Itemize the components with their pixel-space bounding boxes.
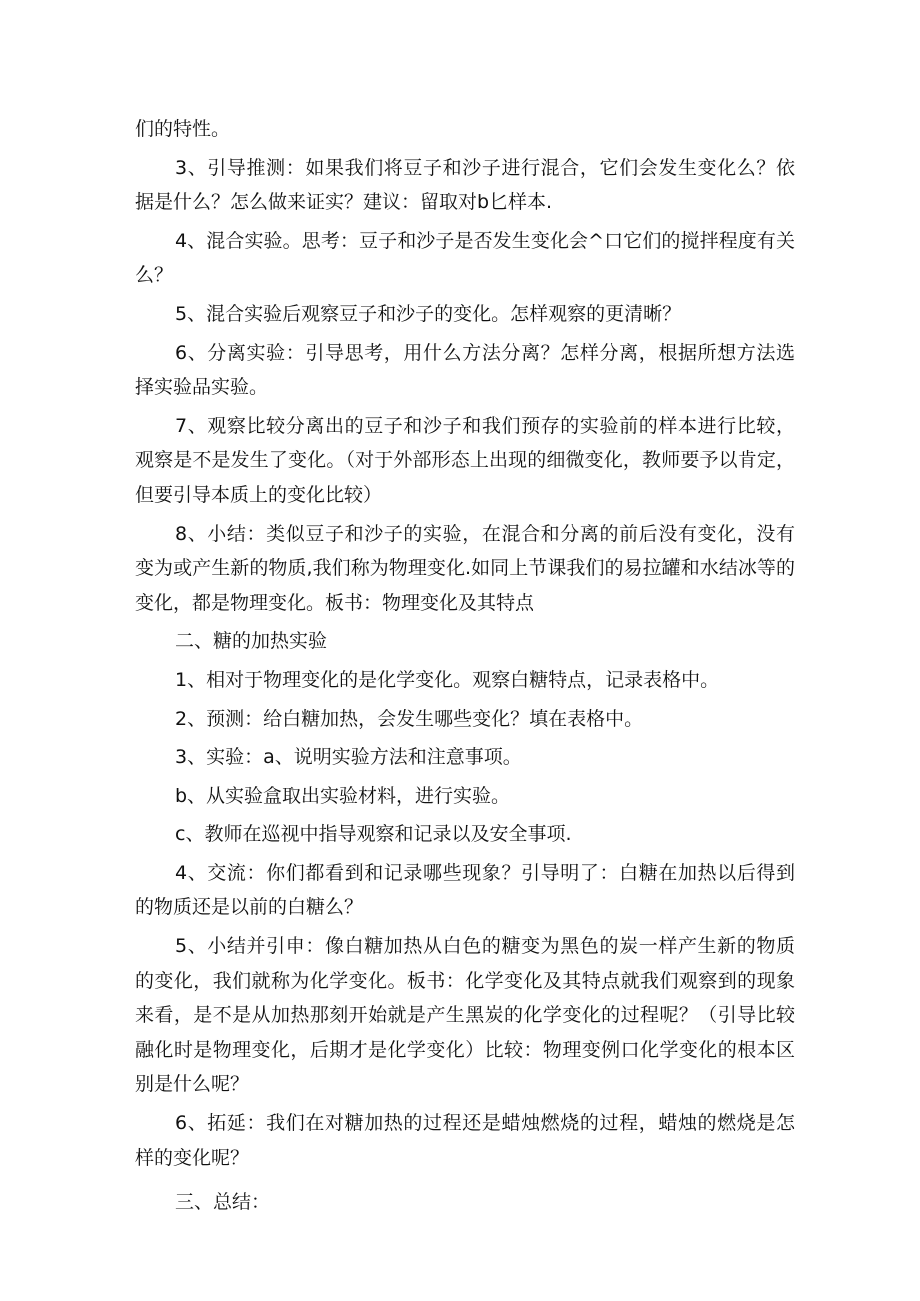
paragraph-step-7: 7、观察比较分离出的豆子和沙子和我们预存的实验前的样本进行比较，观察是不是发生了变化。（对于外部形态上出现的细微变化，教师要予以肯定，但要引导本质上的变化比较） bbox=[135, 414, 795, 506]
section-heading-sugar-heating: 二、糖的加热实验 bbox=[175, 630, 328, 653]
paragraph-sugar-step-5: 5、小结并引申：像白糖加热从白色的糖变为黑色的炭一样产生新的物质的变化，我们就称为化学变化。板书：化学变化及其特点就我们观察到的现象来看，是不是从加热那刻开始就是产生黑炭的化学变化的过程呢？（引导比较融化时是物理变化，后期才是化学变化）比较：物理变例口化学变化的根本区别是什么呢？ bbox=[135, 935, 795, 1096]
document-page bbox=[135, 112, 795, 1220]
paragraph-sugar-step-3a: 3、实验：a、说明实验方法和注意事项。 bbox=[175, 746, 522, 769]
paragraph-step-6: 6、分离实验：引导思考，用什么方法分离？怎样分离，根据所想方法选择实验品实验。 bbox=[135, 341, 795, 399]
paragraph-sugar-step-3c: c、教师在巡视中指导观察和记录以及安全事项. bbox=[175, 823, 572, 846]
paragraph-sugar-step-1: 1、相对于物理变化的是化学变化。观察白糖特点，记录表格中。 bbox=[175, 668, 720, 691]
paragraph-sugar-step-6: 6、拓延：我们在对糖加热的过程还是蜡烛燃烧的过程，蜡烛的燃烧是怎样的变化呢？ bbox=[135, 1112, 795, 1169]
paragraph-step-4: 4、混合实验。思考：豆子和沙子是否发生变化会^口它们的搅拌程度有关么？ bbox=[135, 229, 795, 287]
paragraph-sugar-step-4: 4、交流：你们都看到和记录哪些现象？引导明了：白糖在加热以后得到的物质还是以前的白糖么？ bbox=[135, 861, 795, 919]
paragraph-sugar-step-3b: b、从实验盒取出实验材料，进行实验。 bbox=[175, 784, 511, 807]
paragraph-step-8: 8、小结：类似豆子和沙子的实验，在混合和分离的前后没有变化，没有变为或产生新的物质,我们称为物理变化.如同上节课我们的易拉罐和水结冰等的变化，都是物理变化。板书：物理变化及其特点 bbox=[135, 522, 795, 614]
paragraph-step-3: 3、引导推测：如果我们将豆子和沙子进行混合，它们会发生变化么？依据是什么？怎么做来证实？建议：留取对b匕样本. bbox=[135, 156, 795, 214]
section-heading-summary: 三、总结： bbox=[175, 1191, 271, 1214]
paragraph-continuation: 们的特性。 bbox=[135, 118, 231, 140]
paragraph-sugar-step-2: 2、预测：给白糖加热，会发生哪些变化？填在表格中。 bbox=[175, 707, 644, 730]
paragraph-step-5: 5、混合实验后观察豆子和沙子的变化。怎样观察的更清晰？ bbox=[175, 302, 682, 325]
